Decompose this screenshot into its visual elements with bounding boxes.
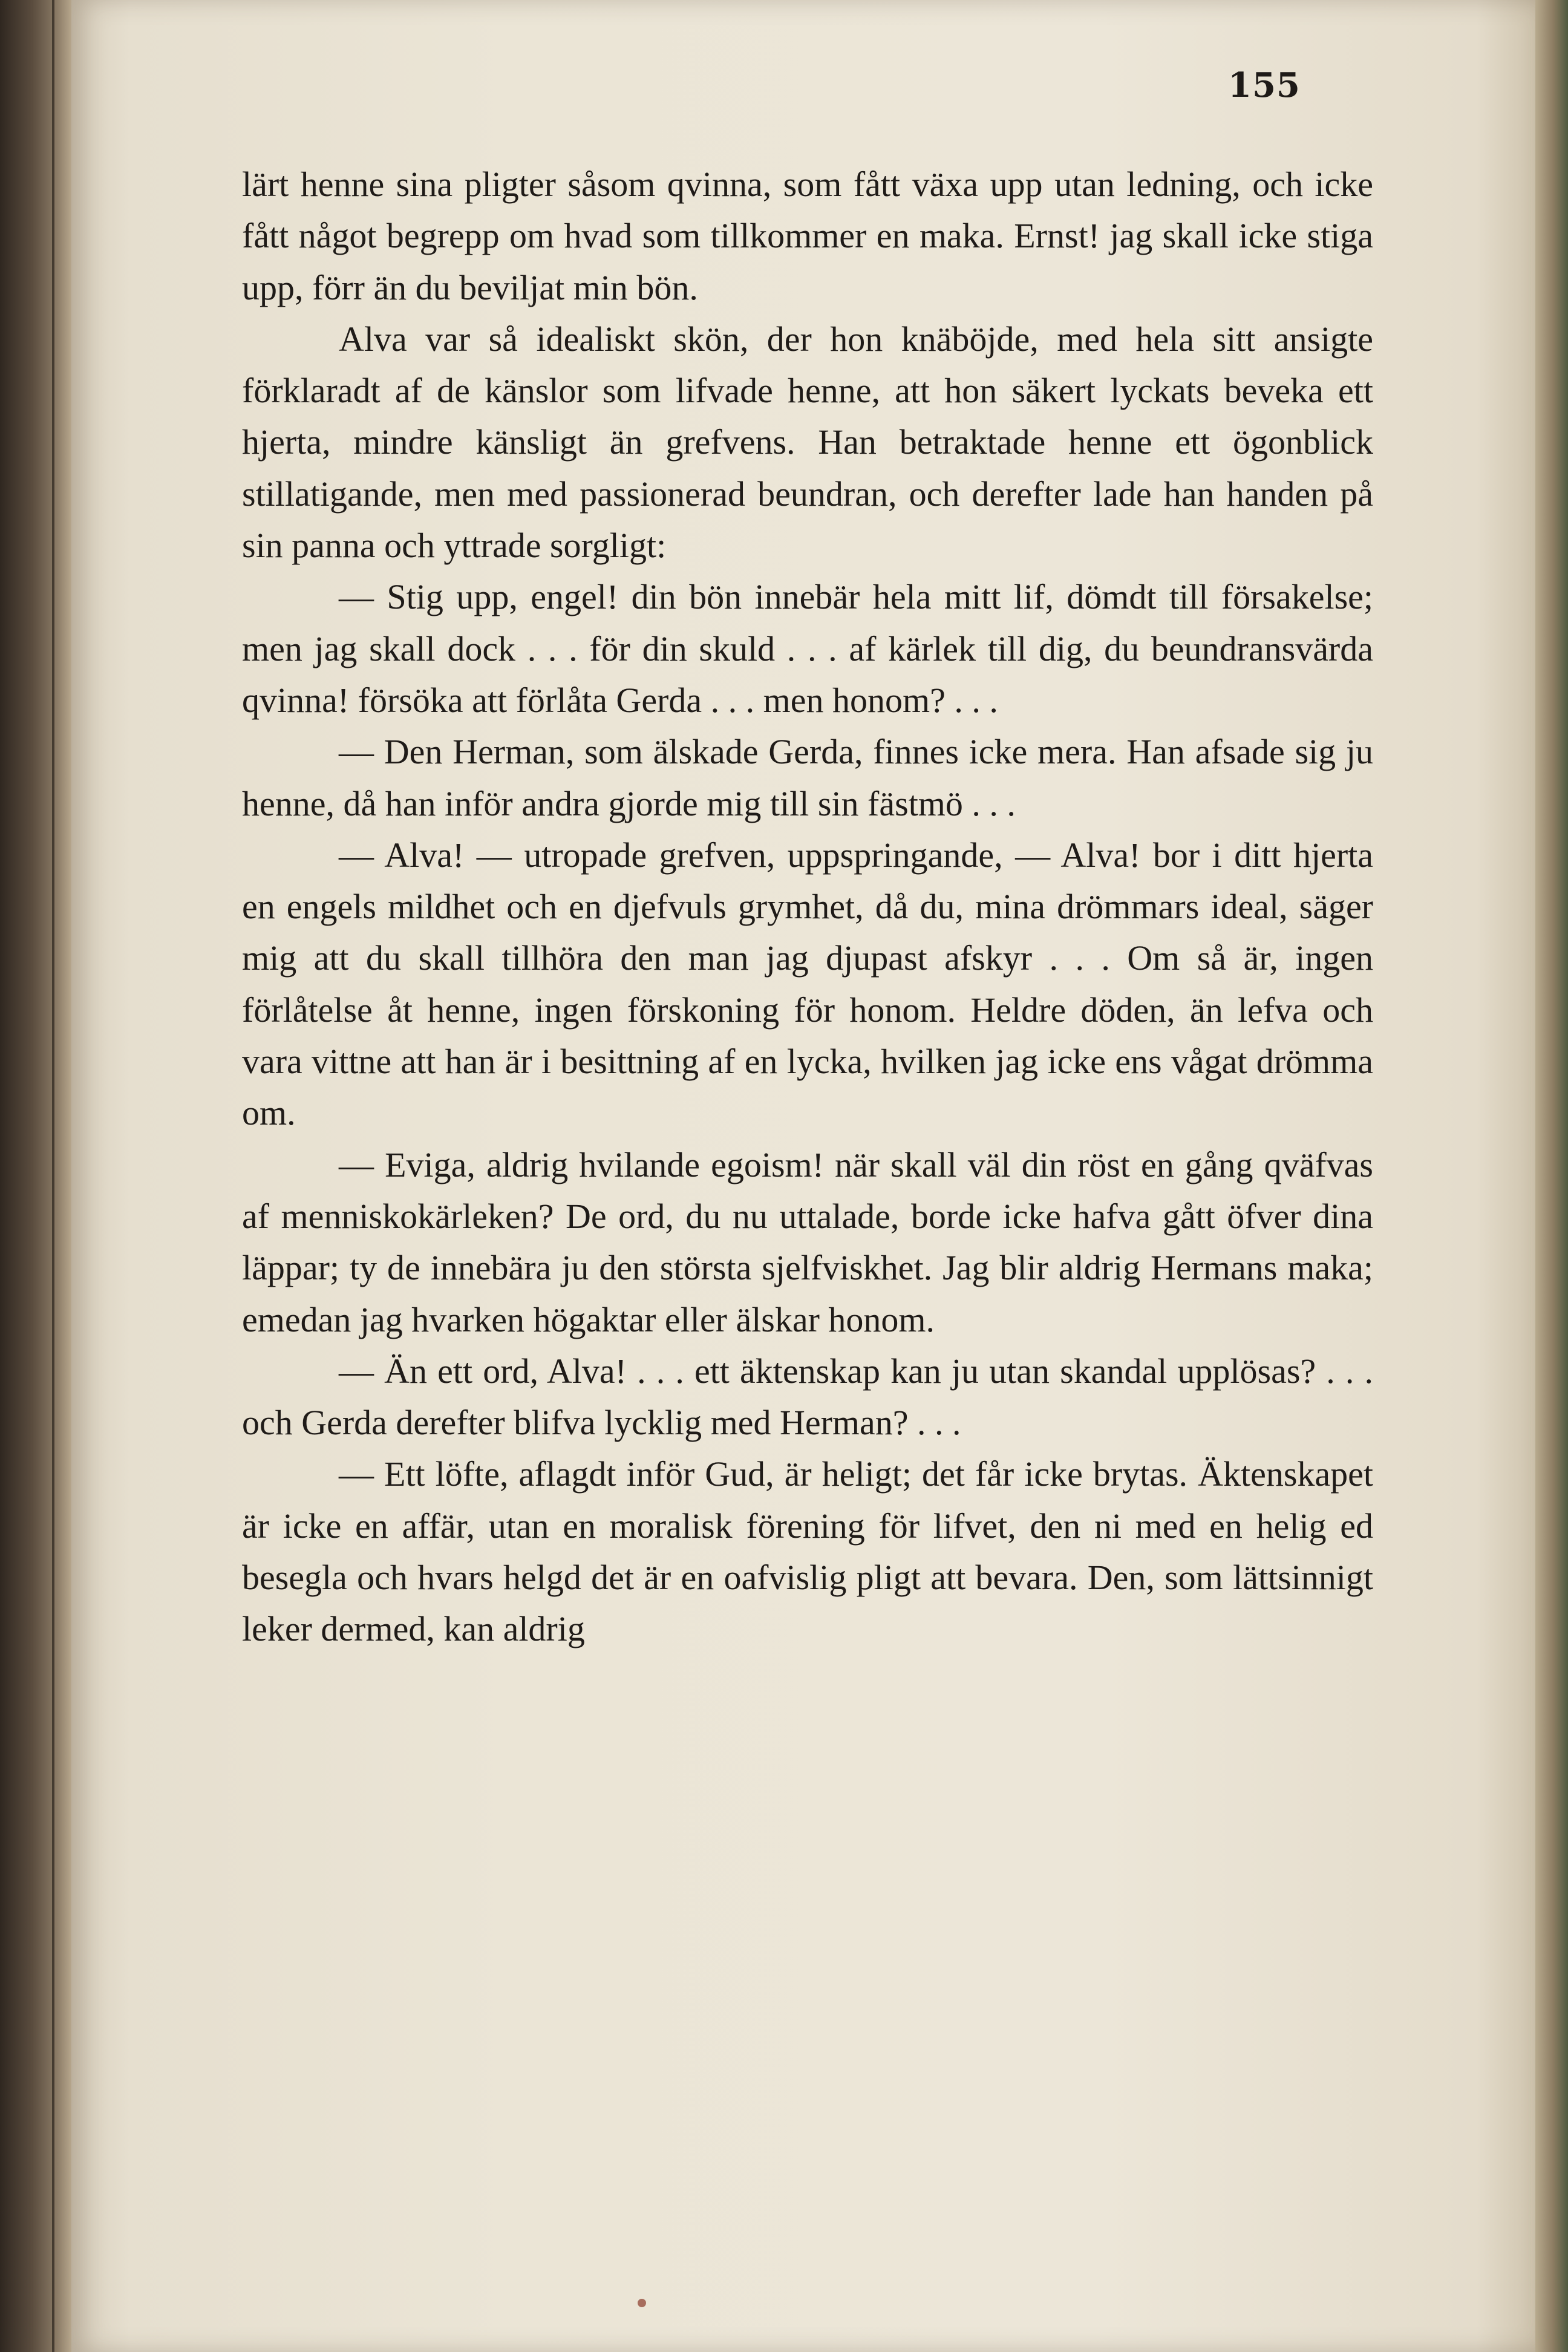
paragraph: — Stig upp, engel! din bön innebär hela mitt lif, dömdt till försakelse; men jag skall dock . . . för din skuld . . . af kärlek till dig, du beundransvärda qvinna! försöka att förlåta Gerda . . . men honom? . . .: [242, 577, 1373, 720]
paragraph: — Alva! — utropade grefven, uppspringande, — Alva! bor i ditt hjerta en engels mildhet och en djefvuls grymhet, då du, mina drömmars ideal, säger mig att du skall tillhöra den man jag djupast afskyr . . . Om så är, ingen förlåtelse åt henne, ingen förskoning för honom. Heldre döden, än lefva och vara vittne att han är i besittning af en lycka, hvilken jag icke ens vågat drömma om.: [242, 835, 1373, 1133]
page-edge: [1535, 0, 1568, 2352]
body-text: [242, 158, 1373, 1655]
page-number: 155: [1228, 65, 1301, 105]
paragraph: — Den Herman, som älskade Gerda, finnes icke mera. Han afsade sig ju henne, då han inför andra gjorde mig till sin fästmö . . .: [242, 732, 1373, 823]
paragraph: — Än ett ord, Alva! . . . ett äktenskap kan ju utan skandal upplösas? . . . och Gerda derefter blifva lycklig med Herman? . . .: [242, 1351, 1373, 1443]
paragraph-continued: lärt henne sina pligter såsom qvinna, som fått växa upp utan ledning, och icke fått något begrepp om hvad som tillkommer en maka. Ernst! jag skall icke stiga upp, förr än du beviljat min bön.: [242, 165, 1373, 307]
paragraph: — Ett löfte, aflagdt inför Gud, är heligt; det får icke brytas. Äktenskapet är icke en affär, utan en moralisk förening för lifvet, den ni med en helig ed besegla och hvars helgd det är en oafvislig pligt att bevara. Den, som lättsinnigt leker dermed, kan aldrig: [242, 1454, 1373, 1649]
paragraph: Alva var så idealiskt skön, der hon knäböjde, med hela sitt ansigte förklaradt af de känslor som lifvade henne, att hon säkert lyckats beveka ett hjerta, mindre känsligt än grefvens. Han betraktade henne ett ögonblick stillatigande, men med passionerad beundran, och derefter lade han handen på sin panna och yttrade sorgligt:: [242, 319, 1373, 566]
gutter-line: [52, 0, 54, 2352]
paragraph: — Eviga, aldrig hvilande egoism! när skall väl din röst en gång qväfvas af menniskokärleken? De ord, du nu uttalade, borde icke hafva gått öfver dina läppar; ty de innebära ju den största sjelfviskhet. Jag blir aldrig Hermans maka; emedan jag hvarken högaktar eller älskar honom.: [242, 1145, 1373, 1339]
ink-speck: [638, 2299, 646, 2307]
book-spine: [0, 0, 71, 2352]
